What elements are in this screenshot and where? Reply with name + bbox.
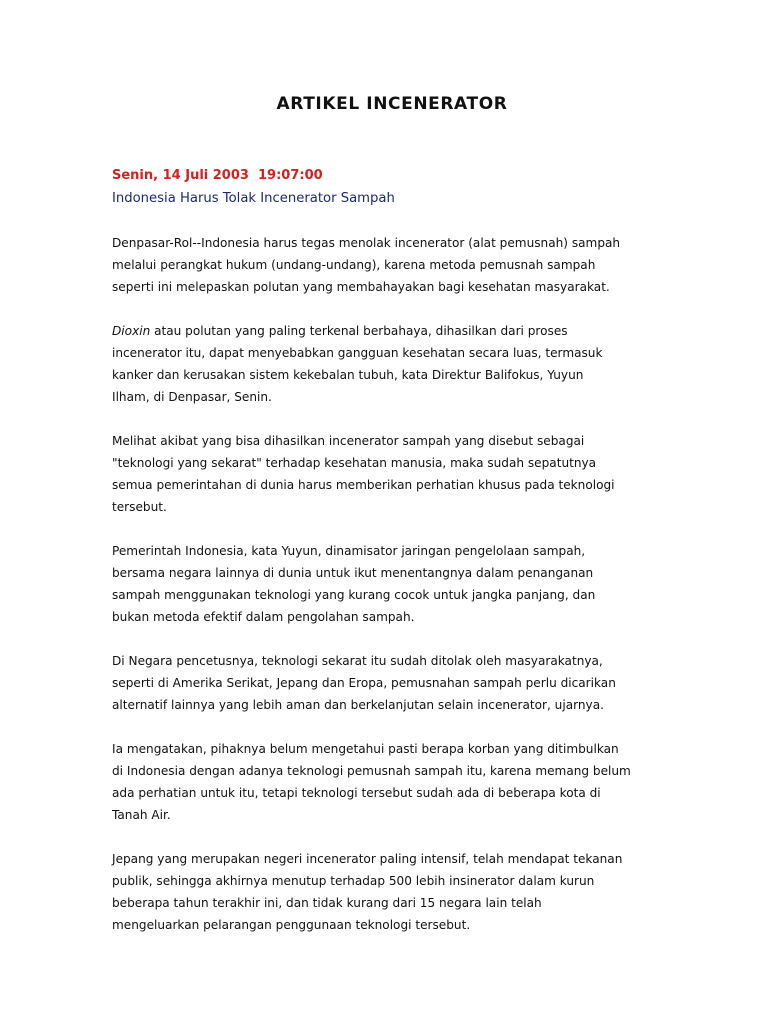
paragraph-line: mengeluarkan pelarangan penggunaan teknologi tersebut. [112,918,471,932]
paragraph-line: Pemerintah Indonesia, kata Yuyun, dinamisator jaringan pengelolaan sampah, [112,544,586,558]
paragraph-line: alternatif lainnya yang lebih aman dan berkelanjutan selain incenerator, ujarnya. [112,698,604,712]
paragraph-4 [112,540,672,628]
paragraph-line: Ia mengatakan, pihaknya belum mengetahui pasti berapa korban yang ditimbulkan [112,742,619,756]
paragraph-7 [112,848,672,936]
page-title: ARTIKEL INCENERATOR [276,94,508,114]
paragraph-1 [112,232,672,298]
paragraph-line: Tanah Air. [112,808,171,822]
paragraph-line: bukan metoda efektif dalam pengolahan sampah. [112,610,415,624]
paragraph-line: seperti di Amerika Serikat, Jepang dan Eropa, pemusnahan sampah perlu dicarikan [112,676,616,690]
paragraph-line: incenerator itu, dapat menyebabkan gangguan kesehatan secara luas, termasuk [112,346,603,360]
paragraph-line: sampah menggunakan teknologi yang kurang cocok untuk jangka panjang, dan [112,588,596,602]
paragraph-5 [112,650,672,716]
paragraph-line: Jepang yang merupakan negeri incenerator paling intensif, telah mendapat tekanan [112,852,623,866]
paragraph-line: bersama negara lainnya di dunia untuk ikut menentangnya dalam penanganan [112,566,594,580]
paragraph-line: kanker dan kerusakan sistem kekebalan tubuh, kata Direktur Balifokus, Yuyun [112,368,584,382]
paragraph-line: semua pemerintahan di dunia harus memberikan perhatian khusus pada teknologi [112,478,615,492]
paragraph-line: Di Negara pencetusnya, teknologi sekarat itu sudah ditolak oleh masyarakatnya, [112,654,603,668]
paragraph-6 [112,738,672,826]
paragraph-line: ada perhatian untuk itu, tetapi teknologi tersebut sudah ada di beberapa kota di [112,786,601,800]
paragraph-line: Melihat akibat yang bisa dihasilkan incenerator sampah yang disebut sebagai [112,434,585,448]
paragraph-line: tersebut. [112,500,167,514]
paragraph-line: beberapa tahun terakhir ini, dan tidak kurang dari 15 negara lain telah [112,896,542,910]
paragraph-3 [112,430,672,518]
paragraph-line: atau polutan yang paling terkenal berbahaya, dihasilkan dari proses [150,324,568,338]
paragraph-line: "teknologi yang sekarat" terhadap kesehatan manusia, maka sudah sepatutnya [112,456,597,470]
article-headline: Indonesia Harus Tolak Incenerator Sampah [112,191,395,206]
article-body [112,232,672,958]
paragraph-2 [112,320,672,408]
paragraph-line: publik, sehingga akhirnya menutup terhadap 500 lebih insinerator dalam kurun [112,874,595,888]
paragraph-line: Ilham, di Denpasar, Senin. [112,390,272,404]
article-dateline: Senin, 14 Juli 2003 19:07:00 [112,168,323,183]
dioxin-term: Dioxin [112,324,151,338]
paragraph-line: melalui perangkat hukum (undang-undang), karena metoda pemusnah sampah [112,258,596,272]
paragraph-line: Denpasar-Rol--Indonesia harus tegas menolak incenerator (alat pemusnah) sampah [112,236,621,250]
paragraph-line: seperti ini melepaskan polutan yang membahayakan bagi kesehatan masyarakat. [112,280,610,294]
paragraph-line: di Indonesia dengan adanya teknologi pemusnah sampah itu, karena memang belum [112,764,631,778]
